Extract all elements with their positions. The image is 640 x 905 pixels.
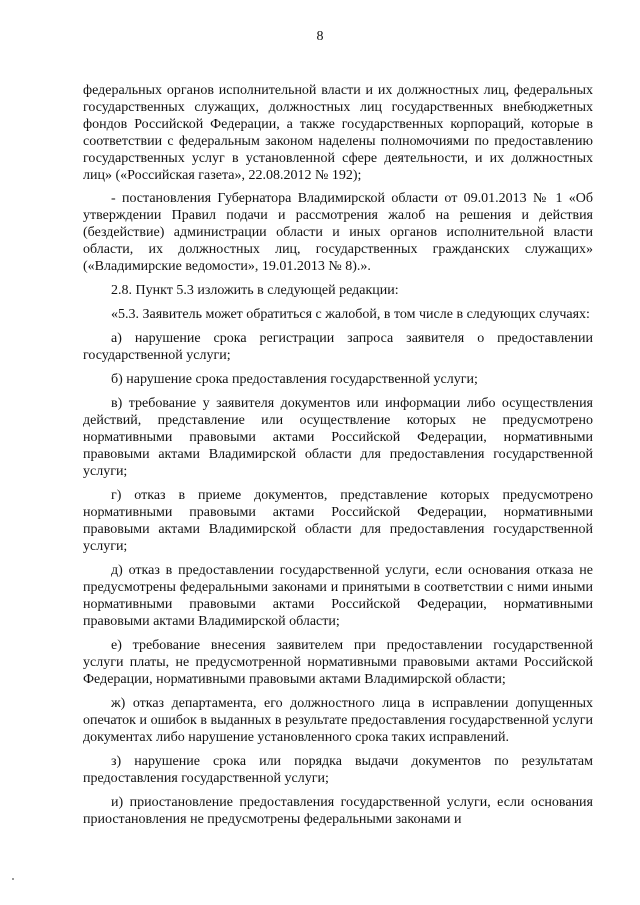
list-item-v: в) требование у заявителя документов или информации либо осуществления действий, представление или осуществление которых не предусмотрено нормативными правовыми актами Российской Федерации, нормативными правовыми актами Владимирской области для предоставления государственной услуги; xyxy=(83,395,593,479)
list-item-zh: ж) отказ департамента, его должностного лица в исправлении допущенных опечаток и ошибок в выданных в результате предоставления государственной услуги документах либо нарушение установленного срока таких исправлений. xyxy=(83,695,593,745)
list-item-e: е) требование внесения заявителем при предоставлении государственной услуги платы, не предусмотренной нормативными правовыми актами Российской Федерации, нормативными правовыми актами Владимирской области; xyxy=(83,637,593,687)
page-number: 8 xyxy=(316,29,324,44)
paragraph-continuation: федеральных органов исполнительной власти и их должностных лиц, федеральных государственных служащих, должностных лиц государственных внебюджетных фондов Российской Федерации, а также государственных корпораций, которые в соответствии с федеральным законом наделены полномочиями по предоставлению государственных услуг в установленной сфере деятельности, и их должностных лиц» («Российская газета», 22.08.2012 № 192); xyxy=(83,83,593,183)
list-item-i: и) приостановление предоставления государственной услуги, если основания приостановления не предусмотрены федеральными законами и xyxy=(83,794,593,827)
paragraph-governor-decree: - постановления Губернатора Владимирской области от 09.01.2013 № 1 «Об утверждении Правил подачи и рассмотрения жалоб на решения и действия (бездействие) администрации области и иных органов исполнительной власти области, их должностных лиц, государственных гражданских служащих» («Владимирские ведомости», 19.01.2013 № 8).». xyxy=(83,190,593,274)
paragraph-clause-2-8: 2.8. Пункт 5.3 изложить в следующей редакции: xyxy=(111,282,399,298)
list-item-d: д) отказ в предоставлении государственной услуги, если основания отказа не предусмотрены федеральными законами и принятыми в соответствии с ними иными нормативными правовыми актами Российской Федерации, нормативными правовыми актами Владимирской области; xyxy=(83,562,593,629)
list-item-z: з) нарушение срока или порядка выдачи документов по результатам предоставления государственной услуги; xyxy=(83,753,593,786)
list-item-a: а) нарушение срока регистрации запроса заявителя о предоставлении государственной услуги; xyxy=(83,330,593,363)
paragraph-clause-5-3: «5.3. Заявитель может обратиться с жалобой, в том числе в следующих случаях: xyxy=(111,306,590,322)
list-item-b: б) нарушение срока предоставления государственной услуги; xyxy=(111,371,478,387)
scan-artifact xyxy=(12,878,14,880)
document-body xyxy=(83,82,593,833)
list-item-g: г) отказ в приеме документов, представление которых предусмотрено нормативными правовыми актами Российской Федерации, нормативными правовыми актами Владимирской области для предоставления государственной услуги; xyxy=(83,487,593,554)
